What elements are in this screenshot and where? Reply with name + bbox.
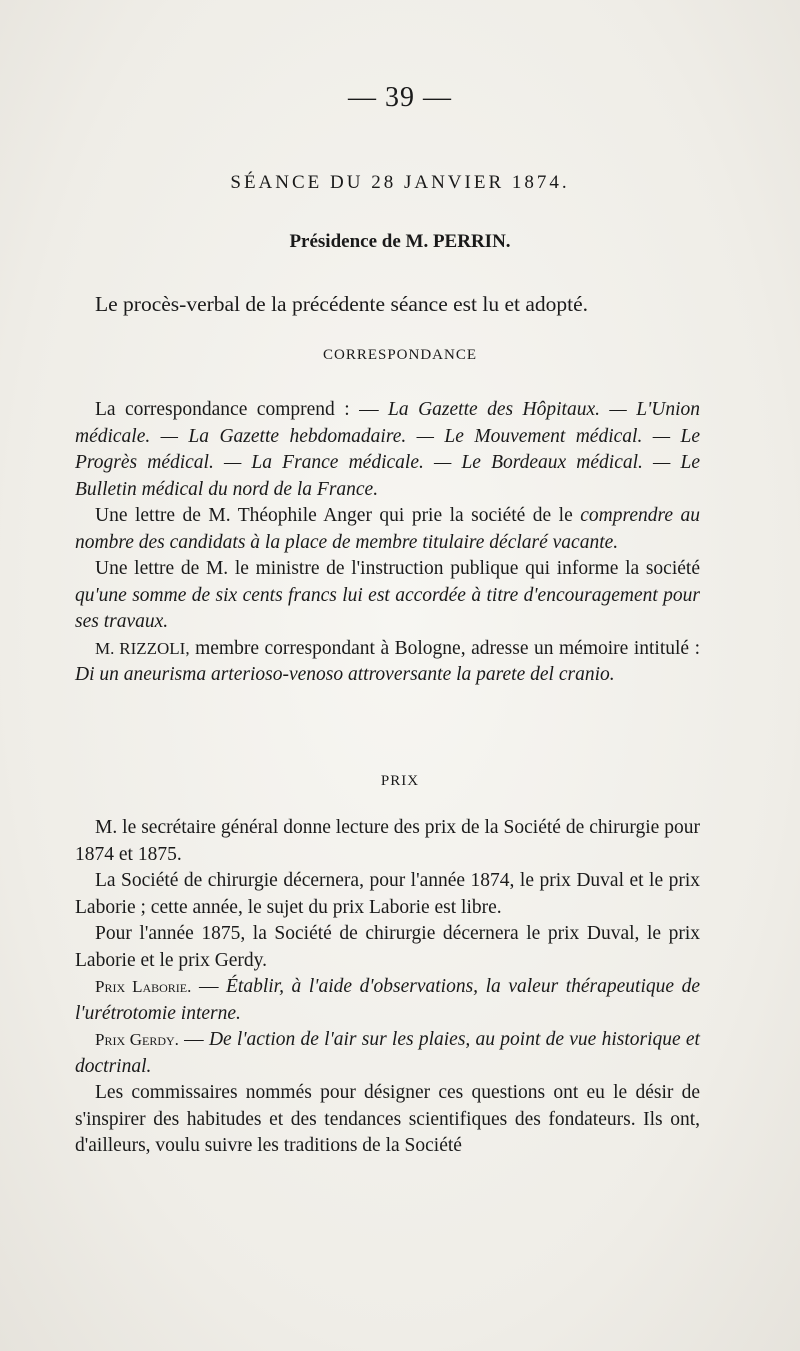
rizzoli-text: membre correspondant à Bologne, adresse un mémoire intitulé :: [189, 637, 700, 659]
correspondence-section: [75, 397, 700, 689]
prix-gerdy-subject: De l'action de l'air sur les plaies, au point de vue historique et doctrinal.: [75, 1029, 700, 1077]
prizes-heading: PRIX: [380, 773, 420, 789]
session-title: SÉANCE DU 28 JANVIER 1874.: [230, 172, 570, 193]
minister-letter-italic: qu'une somme de six cents francs lui est accordée à titre d'encouragement pour ses travaux.: [75, 584, 700, 632]
page-number: — 39 —: [348, 82, 452, 113]
prizes-1875: Pour l'année 1875, la Société de chirurgie décernera le prix Duval, le prix Laborie et le prix Gerdy.: [75, 923, 700, 971]
prix-laborie-label: Prix Laborie.: [95, 977, 192, 996]
rizzoli-memoir-title: Di un aneurisma arterioso-venoso attroversante la parete del cranio.: [75, 664, 615, 685]
correspondence-heading: CORRESPONDANCE: [322, 347, 478, 363]
prix-gerdy-label: Prix Gerdy.: [95, 1030, 179, 1049]
prix-gerdy-paragraph: [75, 1027, 700, 1080]
minutes-statement: Le procès-verbal de la précédente séance est lu et adopté.: [95, 292, 589, 316]
minister-letter-paragraph: [75, 556, 700, 636]
prix-laborie-paragraph: [75, 974, 700, 1027]
prizes-announcement: M. le secrétaire général donne lecture des prix de la Société de chirurgie pour 1874 et 1875.: [75, 817, 700, 865]
correspondence-journals-paragraph: [75, 397, 700, 503]
prizes-section: [75, 815, 700, 1160]
anger-letter-italic: comprendre au nombre des candidats à la place de membre titulaire déclaré vacante.: [75, 505, 700, 553]
minister-letter-text: Une lettre de M. le ministre de l'instruction publique qui informe la société: [95, 558, 700, 579]
commissioners-paragraph: Les commissaires nommés pour désigner ces questions ont eu le désir de s'inspirer des habitudes et des tendances scientifiques des fondateurs. Ils ont, d'ailleurs, voulu suivre les traditions de la Société: [75, 1082, 700, 1156]
rizzoli-paragraph: [75, 636, 700, 689]
anger-letter-paragraph: [75, 503, 700, 556]
prix-gerdy-dash: —: [178, 1029, 209, 1050]
rizzoli-name: M. RIZZOLI,: [95, 638, 190, 658]
correspondence-intro: La correspondance comprend : —: [95, 399, 389, 420]
prizes-1874: La Société de chirurgie décernera, pour l'année 1874, le prix Duval et le prix Laborie ; cette année, le sujet du prix Laborie est libre.: [75, 870, 700, 918]
prix-laborie-subject: Établir, à l'aide d'observations, la valeur thérapeutique de l'urétrotomie interne.: [75, 976, 701, 1024]
presidency-line: Présidence de M. PERRIN.: [289, 231, 511, 252]
anger-letter-text: Une lettre de M. Théophile Anger qui prie la société de le: [95, 505, 581, 526]
prix-laborie-dash: —: [191, 976, 227, 997]
journal-list: La Gazette des Hôpitaux. — L'Union médicale. — La Gazette hebdomadaire. — Le Mouvement médical. — Le Progrès médical. — La France médicale. — Le Bordeaux médical. — Le Bulletin médical du nord de la France.: [75, 399, 700, 500]
